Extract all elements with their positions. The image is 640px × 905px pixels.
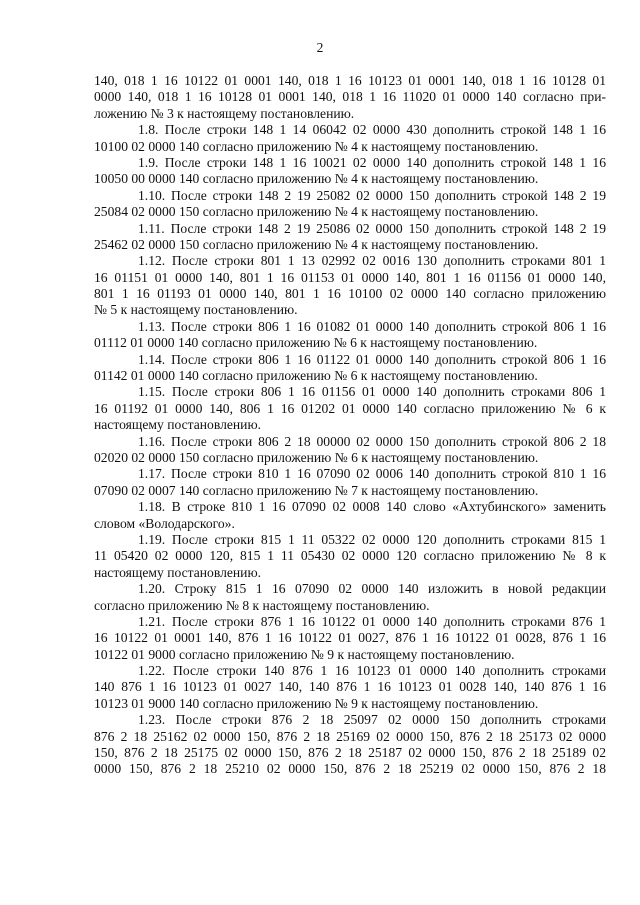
text-line: 10123 01 9000 140 согласно приложению № 9 к настоящему постановлению. bbox=[94, 695, 539, 711]
text-line: 1.19. После строки 815 1 11 05322 02 0000 120 дополнить строками 815 1 bbox=[138, 531, 606, 547]
text-line: настоящему постановлению. bbox=[94, 564, 262, 580]
text-line: 1.14. После строки 806 1 16 01122 01 0000 140 дополнить строкой 806 1 16 bbox=[138, 351, 606, 367]
text-line: 11 05420 02 0000 120, 815 1 11 05430 02 0000 120 согласно приложению № 8 к bbox=[94, 548, 606, 564]
text-line: № 5 к настоящему постановлению. bbox=[94, 302, 298, 318]
text-line: 01142 01 0000 140 согласно приложению № 6 к настоящему постановлению. bbox=[94, 368, 538, 384]
text-line: словом «Володарского». bbox=[94, 515, 235, 531]
text-line: 140 876 1 16 10123 01 0027 140, 140 876 1 16 10123 01 0028 140, 140 876 1 16 bbox=[94, 679, 606, 695]
text-line: 1.18. В строке 810 1 16 07090 02 0008 140 слово «Ахтубинского» заменить bbox=[138, 499, 606, 515]
text-line: 801 1 16 01193 01 0000 140, 801 1 16 10100 02 0000 140 согласно приложению bbox=[94, 286, 606, 302]
text-line: 1.8. После строки 148 1 14 06042 02 0000 430 дополнить строкой 148 1 16 bbox=[138, 122, 606, 138]
text-line: 1.13. После строки 806 1 16 01082 01 0000 140 дополнить строкой 806 1 16 bbox=[138, 318, 606, 334]
text-line: 1.20. Строку 815 1 16 07090 02 0000 140 изложить в новой редакции bbox=[138, 581, 606, 597]
text-line: 1.12. После строки 801 1 13 02992 02 0016 130 дополнить строками 801 1 bbox=[138, 253, 606, 269]
text-line: 150, 876 2 18 25175 02 0000 150, 876 2 18 25187 02 0000 150, 876 2 18 25189 02 bbox=[94, 745, 606, 761]
text-line: 0000 150, 876 2 18 25210 02 0000 150, 876 2 18 25219 02 0000 150, 876 2 18 bbox=[94, 761, 606, 777]
text-line: 16 10122 01 0001 140, 876 1 16 10122 01 0027, 876 1 16 10122 01 0028, 876 1 16 bbox=[94, 630, 606, 646]
text-line: 1.10. После строки 148 2 19 25082 02 0000 150 дополнить строкой 148 2 19 bbox=[138, 187, 606, 203]
text-line: 25084 02 0000 150 согласно приложению № 4 к настоящему постановлению. bbox=[94, 204, 539, 220]
text-line: 07090 02 0007 140 согласно приложению № 7 к настоящему постановлению. bbox=[94, 482, 539, 498]
text-line: 1.23. После строки 876 2 18 25097 02 0000 150 дополнить строками bbox=[138, 712, 606, 728]
text-line: настоящему постановлению. bbox=[94, 417, 262, 433]
text-line: 10100 02 0000 140 согласно приложению № 4 к настоящему постановлению. bbox=[94, 138, 539, 154]
text-line: 140, 018 1 16 10122 01 0001 140, 018 1 16 10123 01 0001 140, 018 1 16 10128 01 bbox=[94, 73, 606, 88]
text-line: 1.9. После строки 148 1 16 10021 02 0000 140 дополнить строкой 148 1 16 bbox=[138, 154, 606, 170]
text-line: 0000 140, 018 1 16 10128 01 0001 140, 018 1 16 11020 01 0000 140 согласно при- bbox=[94, 89, 606, 105]
text-line: 16 01192 01 0000 140, 806 1 16 01202 01 0000 140 согласно приложению № 6 к bbox=[94, 400, 606, 416]
text-line: ложению № 3 к настоящему постановлению. bbox=[94, 105, 355, 121]
text-line: согласно приложению № 8 к настоящему постановлению. bbox=[94, 597, 430, 613]
text-line: 1.15. После строки 806 1 16 01156 01 0000 140 дополнить строками 806 1 bbox=[138, 384, 606, 400]
text-line: 1.16. После строки 806 2 18 00000 02 0000 150 дополнить строкой 806 2 18 bbox=[138, 433, 606, 449]
text-line: 1.21. После строки 876 1 16 10122 01 0000 140 дополнить строками 876 1 bbox=[138, 613, 606, 629]
text-line: 10050 00 0000 140 согласно приложению № 4 к настоящему постановлению. bbox=[94, 171, 539, 187]
text-line: 1.22. После строки 140 876 1 16 10123 01 0000 140 дополнить строками bbox=[138, 663, 606, 679]
page-number: 2 bbox=[316, 40, 324, 55]
text-line: 10122 01 9000 согласно приложению № 9 к настоящему постановлению. bbox=[94, 646, 515, 662]
text-line: 02020 02 0000 150 согласно приложению № 6 к настоящему постановлению. bbox=[94, 449, 539, 465]
text-line: 1.17. После строки 810 1 16 07090 02 0006 140 дополнить строкой 810 1 16 bbox=[138, 466, 606, 482]
text-line: 01112 01 0000 140 согласно приложению № 6 к настоящему постановлению. bbox=[94, 335, 538, 351]
body-text bbox=[94, 73, 606, 778]
text-line: 1.11. После строки 148 2 19 25086 02 0000 150 дополнить строкой 148 2 19 bbox=[138, 220, 606, 236]
text-line: 25462 02 0000 150 согласно приложению № 4 к настоящему постановлению. bbox=[94, 236, 539, 252]
text-line: 16 01151 01 0000 140, 801 1 16 01153 01 0000 140, 801 1 16 01156 01 0000 140, bbox=[94, 269, 606, 285]
text-line: 876 2 18 25162 02 0000 150, 876 2 18 25169 02 0000 150, 876 2 18 25173 02 0000 bbox=[94, 728, 606, 744]
